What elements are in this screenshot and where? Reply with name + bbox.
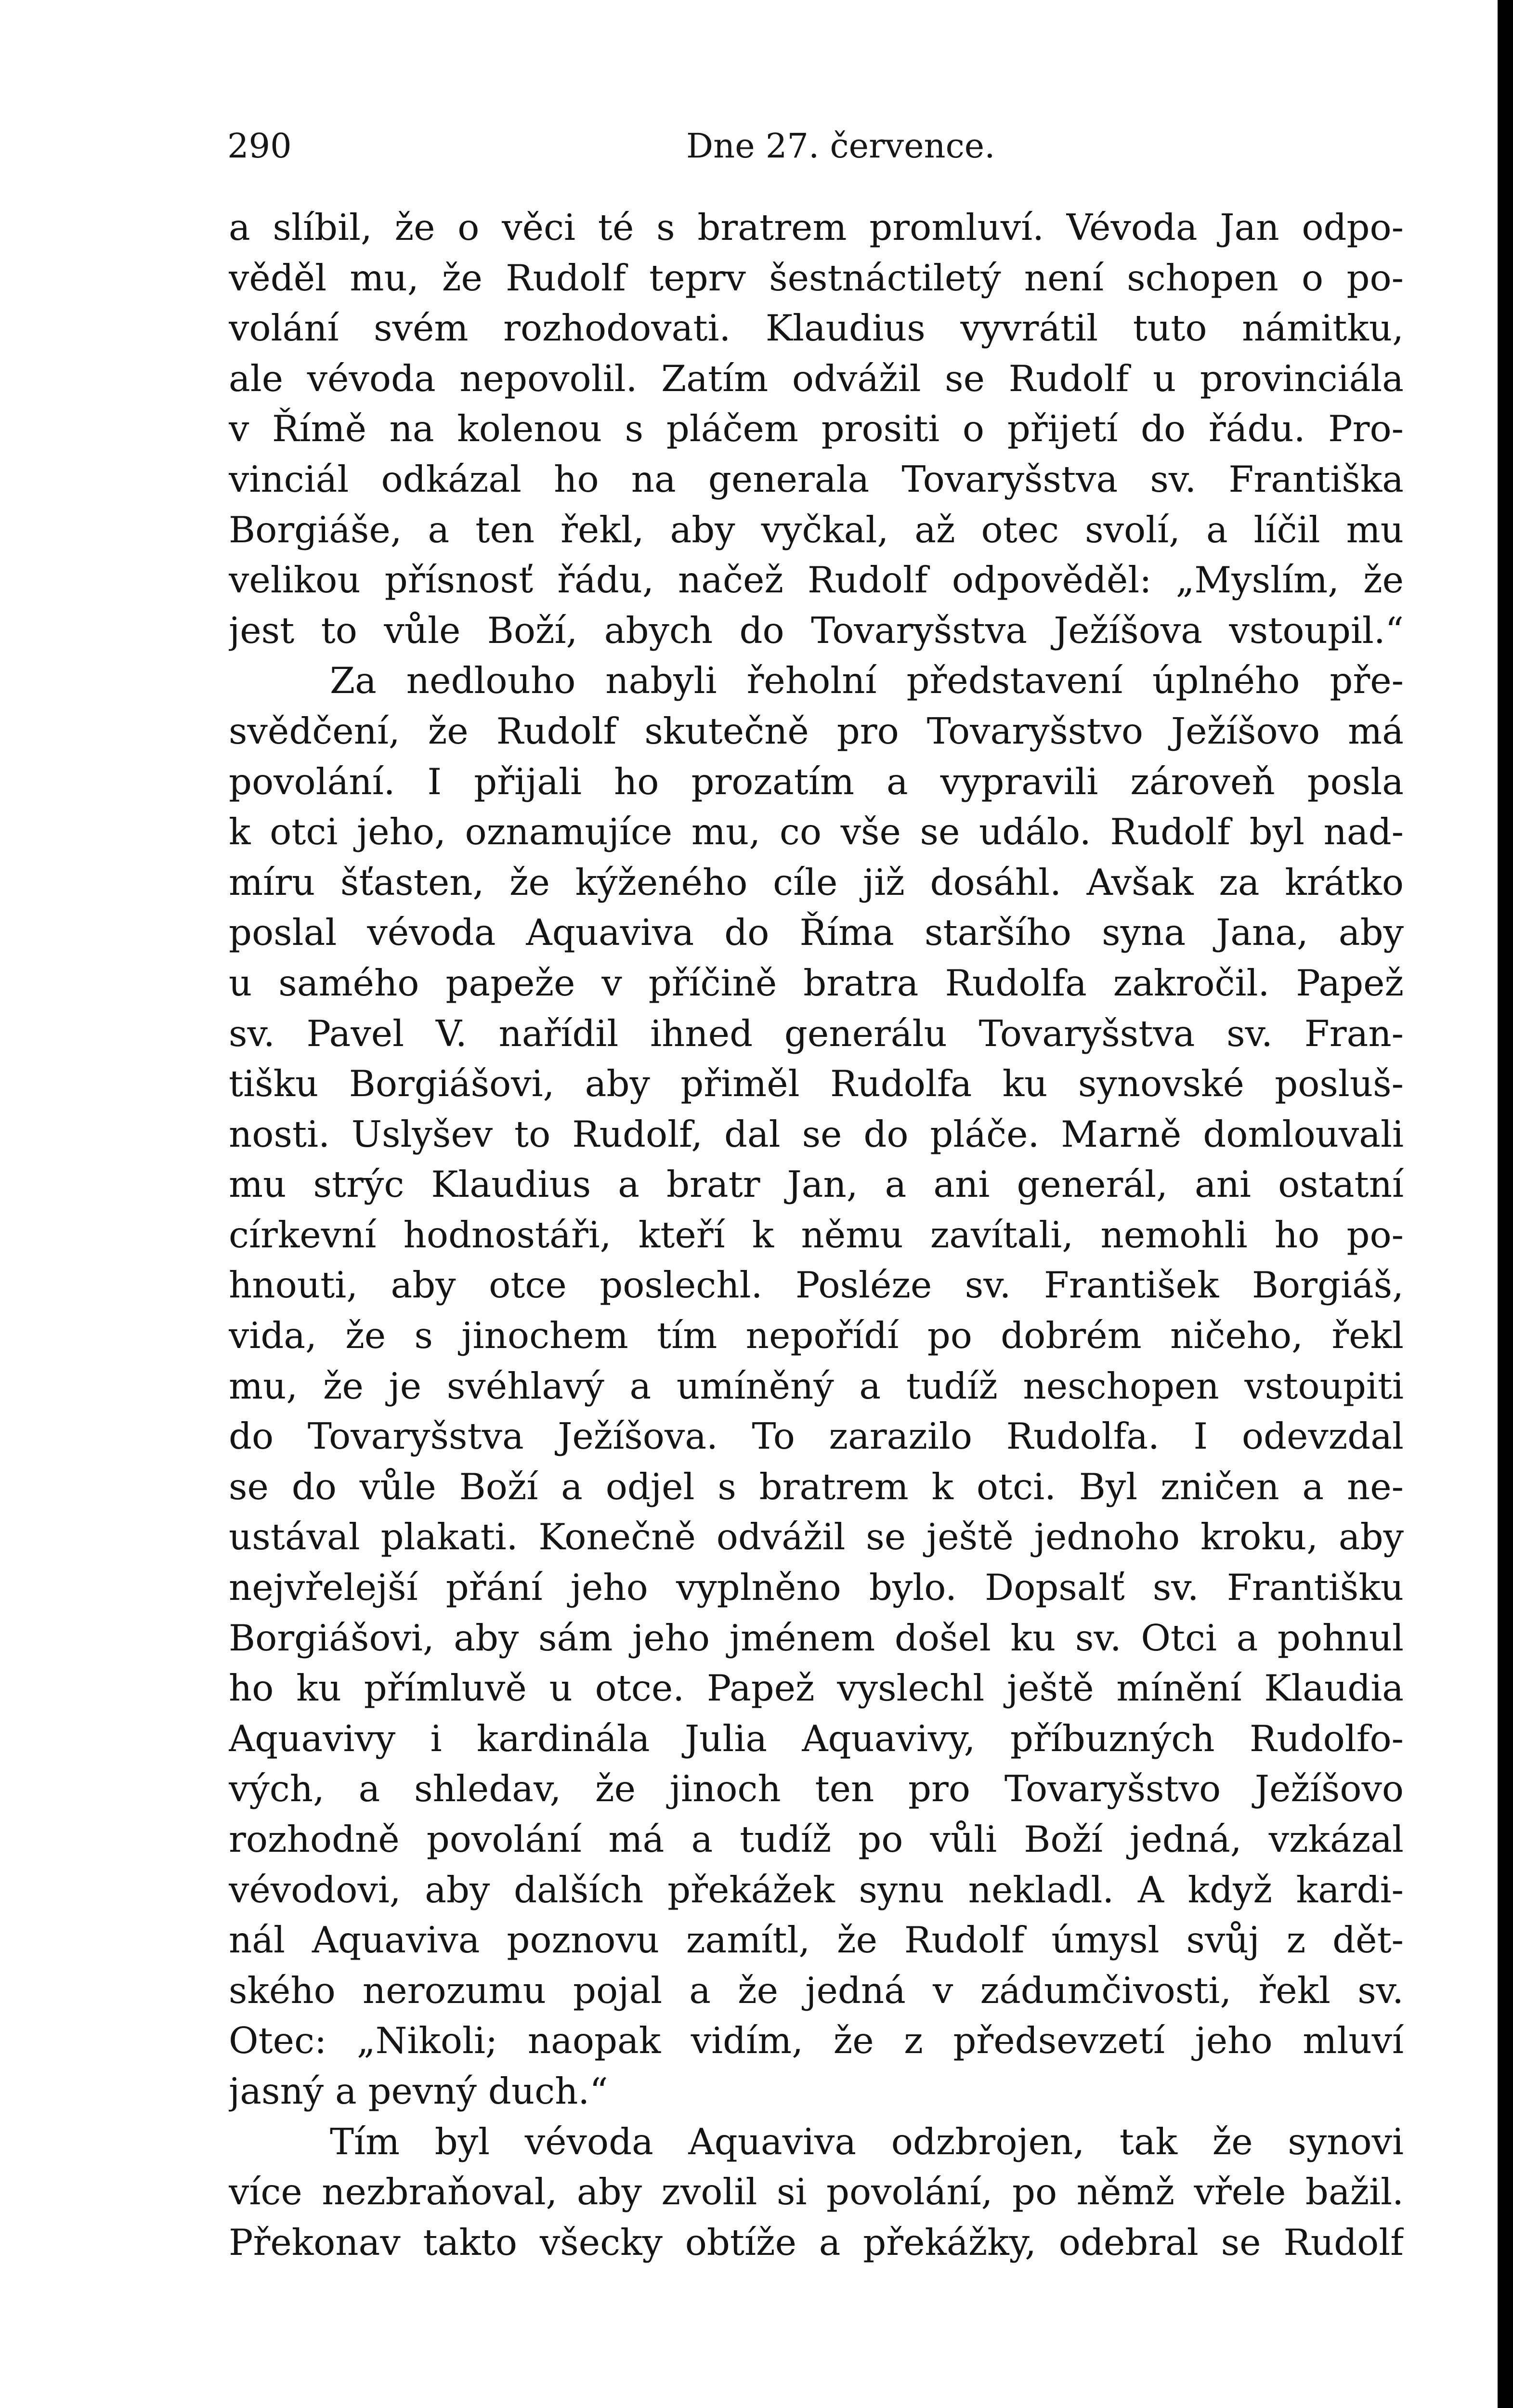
text-line: vévodovi, aby dalších překážek synu nekladl. A když kardi- <box>229 1868 1404 1911</box>
text-line: ustával plakati. Konečně odvážil se ještě jednoho kroku, aby <box>229 1516 1404 1558</box>
text-line: Za nedlouho nabyli řeholní představení úplného pře- <box>330 659 1404 702</box>
text-line: nál Aquaviva poznovu zamítl, že Rudolf úmysl svůj z dět- <box>229 1919 1404 1962</box>
page-number: 290 <box>227 126 292 166</box>
text-line: mu strýc Klaudius a bratr Jan, a ani generál, ani ostatní <box>229 1163 1404 1206</box>
text-line: do Tovaryšstva Ježíšova. To zarazilo Rudolfa. I odevzdal <box>229 1415 1404 1458</box>
text-line: v Římě na kolenou s pláčem prositi o přijetí do řádu. Pro- <box>229 407 1404 450</box>
text-line: ho ku přímluvě u otce. Papež vyslechl ještě mínění Klaudia <box>229 1667 1404 1710</box>
text-line: ského nerozumu pojal a že jedná v zádumčivosti, řekl sv. <box>229 1969 1404 2012</box>
text-line: Tím byl vévoda Aquaviva odzbrojen, tak že synovi <box>330 2120 1404 2163</box>
text-line: u samého papeže v příčině bratra Rudolfa zakročil. Papež <box>229 961 1404 1004</box>
text-line: se do vůle Boží a odjel s bratrem k otci. Byl zničen a ne- <box>229 1465 1404 1508</box>
text-line: Překonav takto všecky obtíže a překážky, odebral se Rudolf <box>229 2221 1404 2264</box>
text-line: jest to vůle Boží, abych do Tovaryšstva Ježíšova vstoupil.“ <box>229 609 1404 652</box>
text-line: vinciál odkázal ho na generala Tovaryšstva sv. Františka <box>229 458 1404 500</box>
text-line: Aquavivy i kardinála Julia Aquavivy, příbuzných Rudolfo- <box>229 1717 1404 1760</box>
text-line: tišku Borgiášovi, aby přiměl Rudolfa ku synovské posluš- <box>229 1062 1404 1105</box>
text-line: jasný a pevný duch.“ <box>229 2069 608 2112</box>
text-line: věděl mu, že Rudolf teprv šestnáctiletý není schopen o po- <box>229 256 1404 299</box>
text-line: Otec: „Nikoli; naopak vidím, že z předsevzetí jeho mluví <box>229 2019 1404 2062</box>
text-line: k otci jeho, oznamujíce mu, co vše se událo. Rudolf byl nad- <box>229 811 1404 853</box>
text-line: velikou přísnosť řádu, načež Rudolf odpověděl: „Myslím, že <box>229 559 1404 602</box>
text-line: vých, a shledav, že jinoch ten pro Tovaryšstvo Ježíšovo <box>229 1767 1404 1810</box>
text-line: povolání. I přijali ho prozatím a vypravili zároveň posla <box>229 760 1404 803</box>
text-line: mu, že je svéhlavý a umíněný a tudíž neschopen vstoupiti <box>229 1364 1404 1407</box>
text-line: nosti. Uslyšev to Rudolf, dal se do pláče. Marně domlouvali <box>229 1112 1404 1155</box>
text-line: volání svém rozhodovati. Klaudius vyvrátil tuto námitku, <box>229 307 1404 350</box>
text-line: poslal vévoda Aquaviva do Říma staršího syna Jana, aby <box>229 911 1404 954</box>
text-line: hnouti, aby otce poslechl. Posléze sv. František Borgiáš, <box>229 1264 1404 1307</box>
text-line: Borgiáše, a ten řekl, aby vyčkal, až otec svolí, a líčil mu <box>229 508 1404 551</box>
text-line: rozhodně povolání má a tudíž po vůli Boží jedná, vzkázal <box>229 1818 1404 1860</box>
body-text <box>229 202 1404 2267</box>
text-line: ale vévoda nepovolil. Zatím odvážil se Rudolf u provinciála <box>229 357 1404 400</box>
text-line: církevní hodnostáři, kteří k němu zavítali, nemohli ho po- <box>229 1213 1404 1256</box>
scan-border <box>1498 0 1513 2408</box>
running-head: Dne 27. července. <box>686 126 995 166</box>
text-line: sv. Pavel V. nařídil ihned generálu Tovaryšstva sv. Fran- <box>229 1012 1404 1055</box>
text-line: nejvřelejší přání jeho vyplněno bylo. Dopsalť sv. Františku <box>229 1566 1404 1609</box>
text-line: Borgiášovi, aby sám jeho jménem došel ku sv. Otci a pohnul <box>229 1616 1404 1659</box>
page-header <box>0 126 1498 179</box>
text-line: svědčení, že Rudolf skutečně pro Tovaryšstvo Ježíšovo má <box>229 709 1404 752</box>
text-line: více nezbraňoval, aby zvolil si povolání, po němž vřele bažil. <box>229 2171 1404 2213</box>
text-line: míru šťasten, že kýženého cíle již dosáhl. Avšak za krátko <box>229 861 1404 903</box>
text-line: vida, že s jinochem tím nepořídí po dobrém ničeho, řekl <box>229 1314 1404 1357</box>
text-line: a slíbil, že o věci té s bratrem promluví. Vévoda Jan odpo- <box>229 206 1404 249</box>
